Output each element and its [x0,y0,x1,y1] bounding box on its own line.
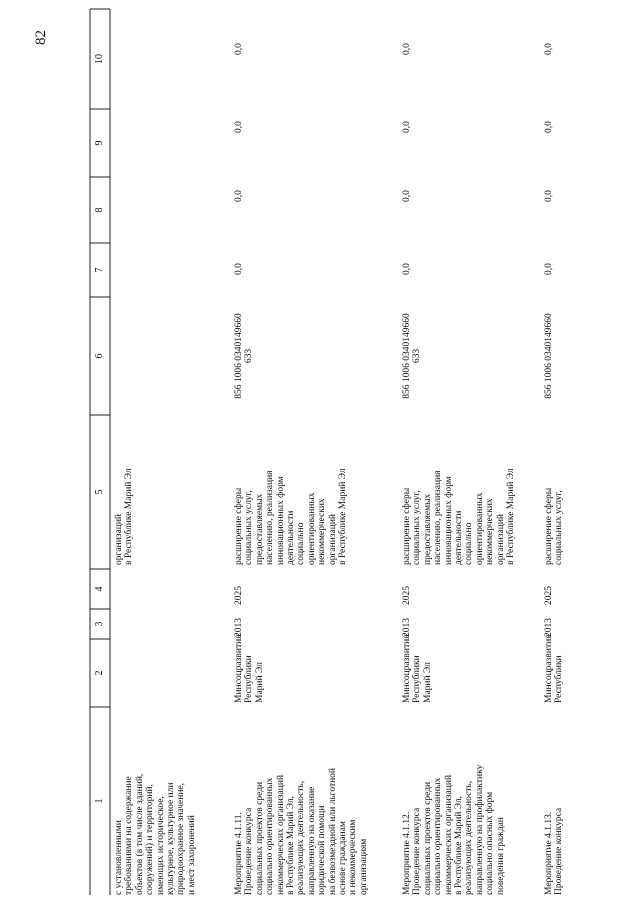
continued-result-text: организаций в Республике Марий Эл [114,468,135,565]
end-year: 2025 [544,586,554,605]
measure-name: Мероприятие 4.1.11. Проведение конкурса социальных проектов среди социально ориентированных некоммерческих организаций в Республике Марий Эл, реализующих деятельность, направленную на оказание юридической помощи на безвозмездной или льготной основе гражданам и некоммерческим организациям [234,767,369,895]
value-col-7: 0,0 [544,263,554,275]
column-header-6: 6 [94,353,105,359]
start-year: 2013 [544,618,554,637]
value-col-10: 0,0 [402,43,412,55]
measure-name: Мероприятие 4.1.12. Проведение конкурса социальных проектов среди социально ориентированных некоммерческих организаций в Республике Марий Эл, реализующих деятельность, направленную на профилактику социально опасных форм поведения граждан [402,764,506,895]
column-header-4: 4 [94,586,105,592]
value-col-7: 0,0 [402,263,412,275]
column-header-5: 5 [94,489,105,495]
value-col-8: 0,0 [402,190,412,202]
budget-code: 856 1006 0340149660 [544,313,554,399]
start-year: 2013 [402,618,412,637]
column-header-10: 10 [94,54,105,64]
value-col-8: 0,0 [544,190,554,202]
value-col-7: 0,0 [234,263,244,275]
expected-result: расширение сферы социальных услуг, [544,487,565,565]
value-col-9: 0,0 [234,121,244,133]
value-col-9: 0,0 [402,121,412,133]
budget-code: 856 1006 0340149660 633 [234,313,255,399]
column-header-7: 7 [94,267,105,273]
column-header-2: 2 [94,670,105,676]
end-year: 2025 [402,586,412,605]
value-col-9: 0,0 [544,121,554,133]
page-number: 82 [33,30,49,45]
executor: Минсоцразвития Республики Марий Эл [234,634,265,703]
executor: Минсоцразвития Республики Марий Эл [402,634,433,703]
expected-result: расширение сферы социальных услуг, предоставляемых населению, реализация инновационных форм деятельности социально ориентированных некоммерческих организаций в Республике Марий Эл [402,468,517,565]
end-year: 2025 [234,586,244,605]
column-header-1: 1 [94,798,105,804]
expected-result: расширение сферы социальных услуг, предоставляемых населению, реализация инновационных форм деятельности социально ориентированных некоммерческих организаций в Республике Марий Эл [234,468,349,565]
value-col-8: 0,0 [234,190,244,202]
value-col-10: 0,0 [234,43,244,55]
column-header-8: 8 [94,207,105,213]
continued-measure-text: с установленными требованиями на содержание объектов (в том числе зданий, сооружений) и территорий, имеющих историческое, культурное, культурное или природоохранное значение, и мест захоронений [114,773,197,895]
executor: Минсоцразвития Республики [544,634,565,703]
measure-name: Мероприятие 4.1.13. Проведение конкурса [544,807,565,895]
column-header-9: 9 [94,140,105,146]
budget-code: 856 1006 0340149660 633 [402,313,423,399]
start-year: 2013 [234,618,244,637]
column-header-3: 3 [94,621,105,627]
value-col-10: 0,0 [544,43,554,55]
